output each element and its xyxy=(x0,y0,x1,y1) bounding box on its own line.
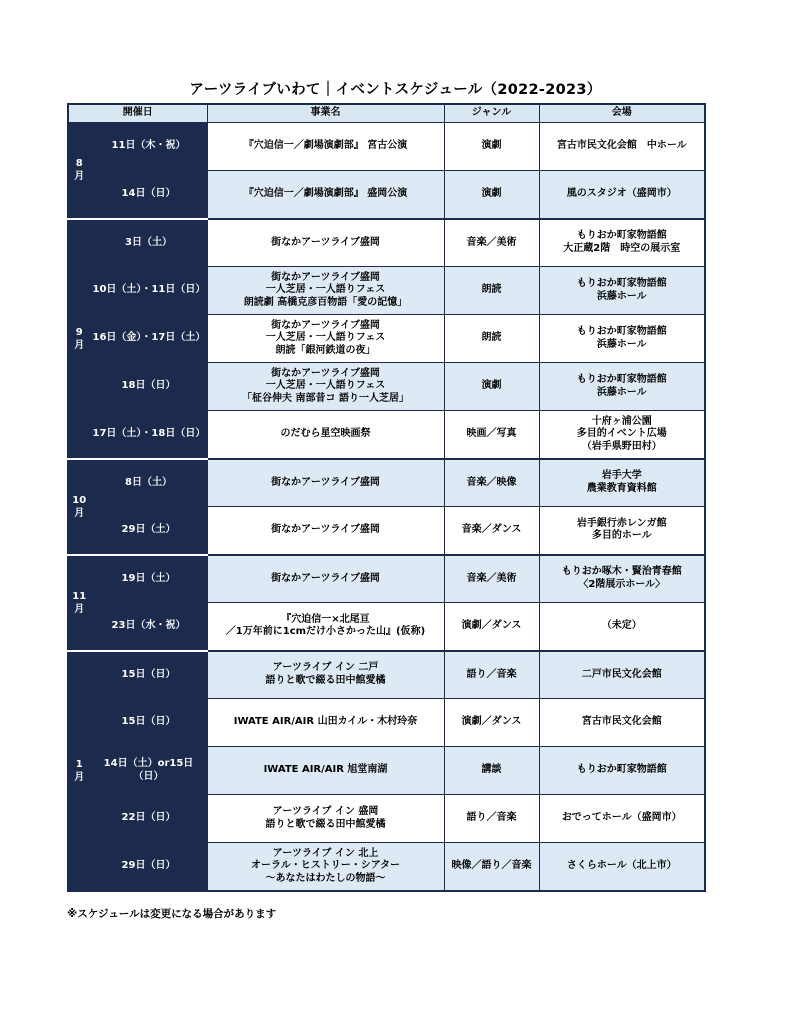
event-date: 16日（金）・17日（土） xyxy=(90,315,207,363)
event-date: 14日（日） xyxy=(90,171,207,219)
event-name-line: オーラル・ヒストリー・シアター xyxy=(251,860,400,871)
event-name-line: 街なかアーツライブ盛岡 xyxy=(271,524,380,535)
event-venue-line: もりおか町家物語館 xyxy=(576,326,667,337)
table-body xyxy=(68,123,705,891)
table-row xyxy=(68,555,705,603)
event-venue xyxy=(539,651,705,699)
event-name xyxy=(207,603,444,651)
event-name xyxy=(207,699,444,747)
event-venue-line: 〈2階展示ホール〉 xyxy=(578,578,666,590)
header-date: 開催日 xyxy=(68,104,207,123)
event-venue xyxy=(539,459,705,507)
event-venue xyxy=(539,315,705,363)
event-venue-line: 二戸市民文化会館 xyxy=(581,668,662,680)
event-venue xyxy=(539,843,705,891)
event-venue-line: 多目的イベント広場 xyxy=(576,428,667,439)
event-venue-line: もりおか町家物語館 xyxy=(576,374,667,385)
event-name xyxy=(207,795,444,843)
event-date: 14日（土）or15日（日） xyxy=(90,747,207,795)
event-date: 29日（土） xyxy=(90,507,207,555)
event-date: 8日（土） xyxy=(90,459,207,507)
event-venue xyxy=(539,699,705,747)
event-venue-line: もりおか町家物語館 xyxy=(576,764,667,776)
event-venue xyxy=(539,267,705,315)
event-venue-line: 浜藤ホール xyxy=(596,290,647,302)
event-name-line: IWATE AIR/AIR 旭堂南湖 xyxy=(263,764,388,776)
table-row xyxy=(68,747,705,795)
event-genre: 演劇 xyxy=(444,123,539,171)
month-label xyxy=(68,651,90,891)
event-name-line: 語りと歌で綴る田中館愛橘 xyxy=(265,674,386,686)
event-name-line: 朗読「銀河鉄道の夜」 xyxy=(275,344,376,356)
event-date: 3日（土） xyxy=(90,219,207,267)
table-header xyxy=(68,104,705,123)
event-venue-line: （岩手県野田村） xyxy=(581,440,662,452)
event-genre: 語り／音楽 xyxy=(444,795,539,843)
event-venue xyxy=(539,411,705,459)
table-row xyxy=(68,651,705,699)
month-label xyxy=(68,459,90,555)
month-label xyxy=(68,555,90,651)
event-venue-line: 農業教育資料館 xyxy=(586,482,657,494)
event-genre: 音楽／ダンス xyxy=(444,507,539,555)
table-row xyxy=(68,219,705,267)
event-genre: 演劇 xyxy=(444,171,539,219)
event-venue xyxy=(539,171,705,219)
event-venue xyxy=(539,219,705,267)
event-genre: 演劇／ダンス xyxy=(444,699,539,747)
table-row xyxy=(68,363,705,411)
table-row xyxy=(68,267,705,315)
event-genre: 語り／音楽 xyxy=(444,651,539,699)
event-venue xyxy=(539,603,705,651)
event-date: 11日（木・祝） xyxy=(90,123,207,171)
event-venue-line: 十府ヶ浦公園 xyxy=(591,415,652,427)
event-venue-line: さくらホール（北上市） xyxy=(566,860,677,871)
month-label-part: 10 xyxy=(72,494,87,506)
event-genre: 音楽／美術 xyxy=(444,219,539,267)
event-venue-line: もりおか町家物語館 xyxy=(576,230,667,242)
table-row xyxy=(68,795,705,843)
event-name xyxy=(207,507,444,555)
event-name-line: 街なかアーツライブ盛岡 xyxy=(271,367,380,379)
table-row xyxy=(68,459,705,507)
event-name-line: 語りと歌で綴る田中館愛橘 xyxy=(265,818,386,830)
event-genre: 演劇 xyxy=(444,363,539,411)
event-name xyxy=(207,411,444,459)
event-date: 10日（土）・11日（日） xyxy=(90,267,207,315)
table-row xyxy=(68,843,705,891)
event-name-line: 街なかアーツライブ盛岡 xyxy=(271,271,380,283)
event-name xyxy=(207,843,444,891)
schedule-table xyxy=(67,103,706,892)
table-row xyxy=(68,411,705,459)
event-date: 29日（日） xyxy=(90,843,207,891)
event-name xyxy=(207,315,444,363)
event-date: 15日（日） xyxy=(90,651,207,699)
event-name xyxy=(207,171,444,219)
event-name-line: 「柾谷伸夫 南部昔コ 語り一人芝居」 xyxy=(242,392,409,404)
event-name-line: アーツライブ イン 二戸 xyxy=(272,662,379,674)
event-venue-line: （未定） xyxy=(601,620,642,631)
event-name xyxy=(207,219,444,267)
table-row xyxy=(68,315,705,363)
event-name-line: 街なかアーツライブ盛岡 xyxy=(271,572,380,584)
event-name xyxy=(207,123,444,171)
event-name-line: 街なかアーツライブ盛岡 xyxy=(271,319,380,331)
event-venue-line: 浜藤ホール xyxy=(596,386,647,398)
event-name-line: のだむら星空映画祭 xyxy=(280,428,371,439)
event-genre: 朗読 xyxy=(444,315,539,363)
event-venue-line: 風のスタジオ（盛岡市） xyxy=(566,188,677,199)
event-venue-line: 宮古市民文化会館 中ホール xyxy=(556,140,687,152)
event-venue-line: 岩手銀行赤レンガ館 xyxy=(576,517,667,529)
header-event: 事業名 xyxy=(207,104,444,123)
event-name-line: 一人芝居・一人語りフェス xyxy=(265,332,386,344)
event-venue-line: おでってホール（盛岡市） xyxy=(561,812,682,824)
month-label xyxy=(68,219,90,459)
event-genre: 音楽／映像 xyxy=(444,459,539,507)
event-name-line: IWATE AIR/AIR 山田カイル・木村玲奈 xyxy=(233,716,418,728)
month-label xyxy=(68,123,90,219)
event-name xyxy=(207,267,444,315)
event-venue-line: 岩手大学 xyxy=(601,470,642,482)
event-name-line: 朗読劇 高橋克彦百物語「愛の記憶」 xyxy=(243,296,408,308)
event-venue-line: 浜藤ホール xyxy=(596,338,647,350)
table-row xyxy=(68,123,705,171)
event-name-line: 一人芝居・一人語りフェス xyxy=(265,284,386,296)
event-venue-line: 多目的ホール xyxy=(591,530,652,542)
event-venue-line: 大正蔵2階 時空の展示室 xyxy=(563,242,681,254)
event-date: 22日（日） xyxy=(90,795,207,843)
event-venue xyxy=(539,123,705,171)
month-label-part: 月 xyxy=(74,171,85,183)
event-name xyxy=(207,555,444,603)
event-date: 18日（日） xyxy=(90,363,207,411)
event-name-line: ／1万年前に1cmだけ小さかった山』(仮称) xyxy=(225,626,426,638)
event-venue-line: もりおか啄木・賢治青春館 xyxy=(561,566,682,578)
event-name-line: 『穴迫信一／劇場演劇部』 宮古公演 xyxy=(243,140,408,152)
event-name xyxy=(207,363,444,411)
event-name-line: ～あなたはわたしの物語～ xyxy=(265,872,386,884)
month-label-part: 11 xyxy=(72,590,87,602)
table-row xyxy=(68,603,705,651)
event-date: 19日（土） xyxy=(90,555,207,603)
event-name xyxy=(207,459,444,507)
month-label-part: 月 xyxy=(74,339,85,351)
event-name-line: 『穴迫信一×北尾亘 xyxy=(281,613,370,625)
event-venue xyxy=(539,747,705,795)
event-venue xyxy=(539,363,705,411)
month-label-part: 1 xyxy=(75,758,83,770)
event-date: 17日（土）・18日（日） xyxy=(90,411,207,459)
event-date: 23日（水・祝） xyxy=(90,603,207,651)
month-label-part: 月 xyxy=(74,603,85,615)
page-title: アーツライブいわて｜イベントスケジュール（2022-2023） xyxy=(189,82,602,98)
event-name-line: 『穴迫信一／劇場演劇部』 盛岡公演 xyxy=(243,188,408,199)
event-genre: 映画／写真 xyxy=(444,411,539,459)
event-name-line: 街なかアーツライブ盛岡 xyxy=(271,476,380,488)
event-venue-line: もりおか町家物語館 xyxy=(576,278,667,289)
event-venue-line: 宮古市民文化会館 xyxy=(581,716,662,728)
event-name xyxy=(207,747,444,795)
schedule-note: ※スケジュールは変更になる場合があります xyxy=(67,908,277,920)
event-genre: 映像／語り／音楽 xyxy=(444,843,539,891)
header-venue: 会場 xyxy=(539,104,705,123)
event-name-line: 一人芝居・一人語りフェス xyxy=(265,380,386,392)
month-label-part: 9 xyxy=(75,326,83,338)
event-genre: 講談 xyxy=(444,747,539,795)
event-name-line: アーツライブ イン 盛岡 xyxy=(272,806,379,817)
event-venue xyxy=(539,507,705,555)
month-label-part: 月 xyxy=(74,507,85,519)
event-genre: 朗読 xyxy=(444,267,539,315)
event-name-line: アーツライブ イン 北上 xyxy=(272,847,379,859)
event-genre: 演劇／ダンス xyxy=(444,603,539,651)
event-name-line: 街なかアーツライブ盛岡 xyxy=(271,236,380,248)
event-venue xyxy=(539,555,705,603)
table-row xyxy=(68,699,705,747)
event-genre: 音楽／美術 xyxy=(444,555,539,603)
event-date: 15日（日） xyxy=(90,699,207,747)
event-name xyxy=(207,651,444,699)
table-row xyxy=(68,507,705,555)
header-genre: ジャンル xyxy=(444,104,539,123)
event-venue xyxy=(539,795,705,843)
table-row xyxy=(68,171,705,219)
month-label-part: 月 xyxy=(74,771,85,783)
month-label-part: 8 xyxy=(75,158,83,170)
